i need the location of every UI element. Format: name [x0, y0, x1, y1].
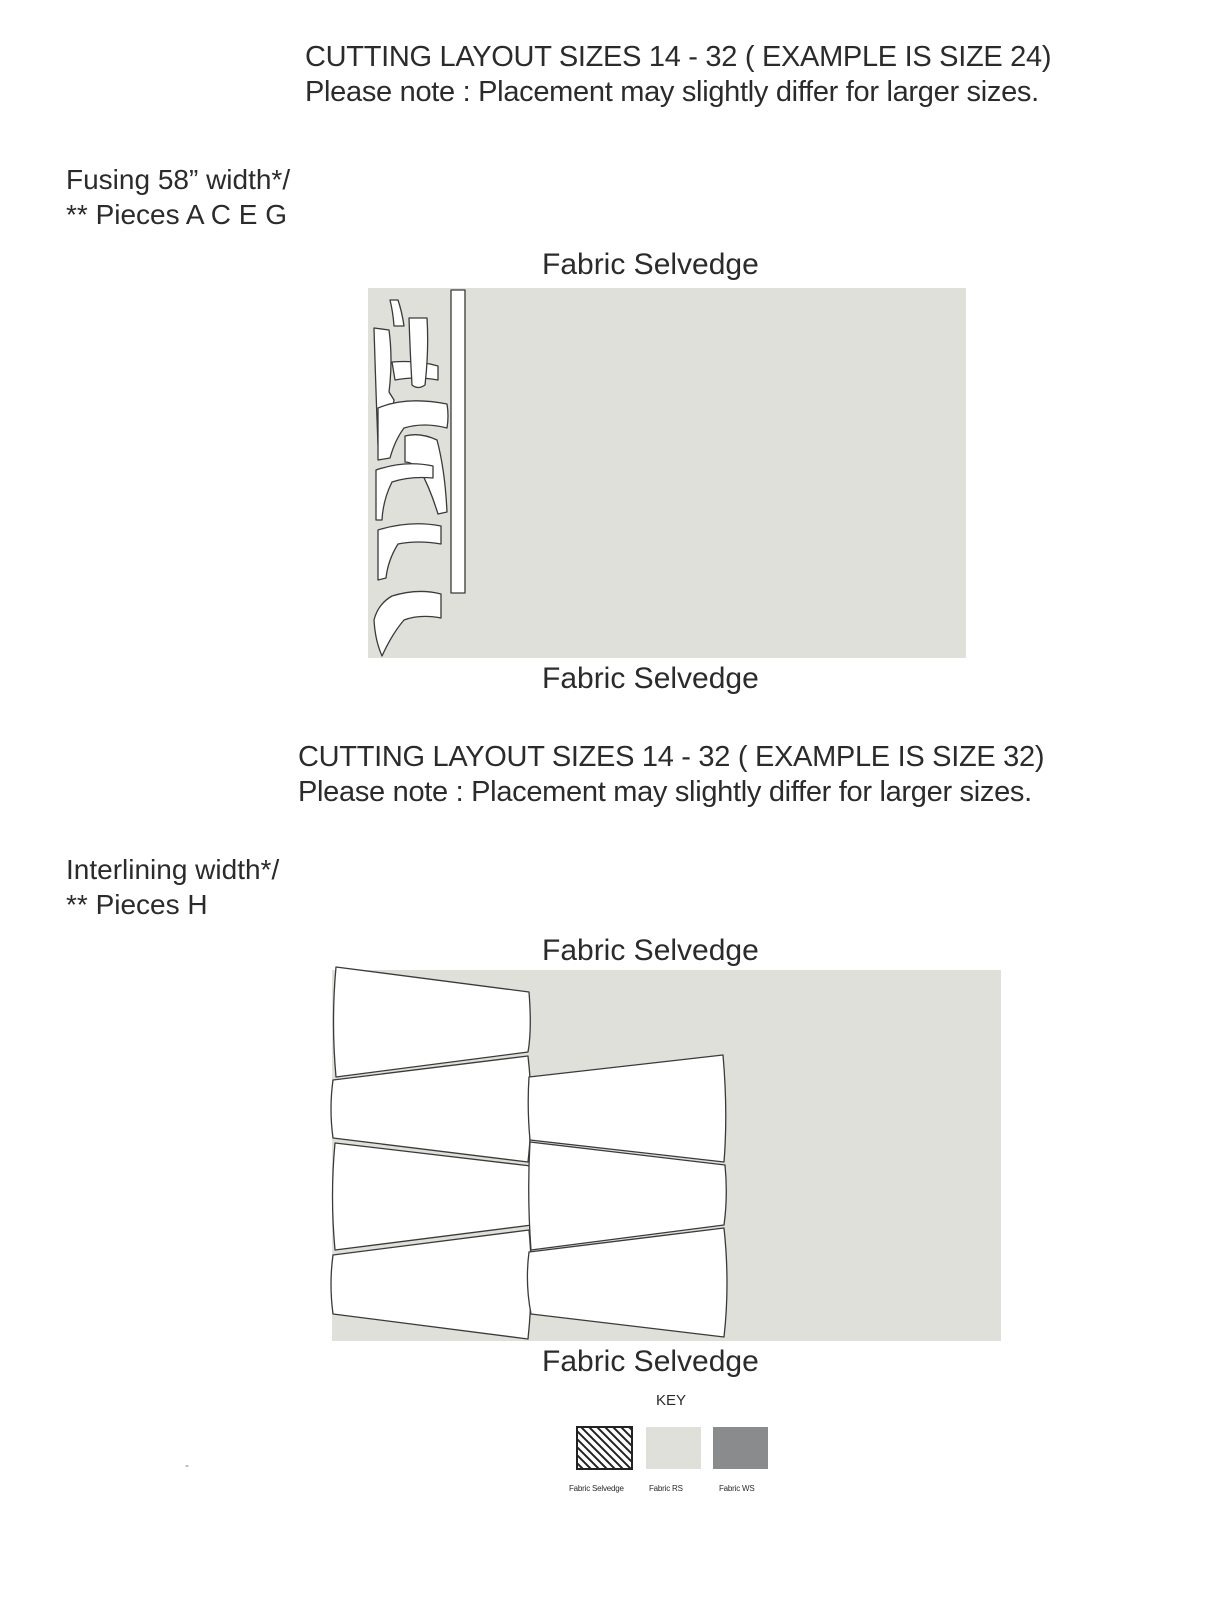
section2-note: Please note : Placement may slightly differ for larger sizes. [298, 776, 1032, 808]
key-swatches [533, 1419, 768, 1471]
section2-selvedge-bottom: Fabric Selvedge [542, 1345, 759, 1378]
section1-selvedge-bottom: Fabric Selvedge [542, 662, 759, 695]
stray-mark: - [185, 1458, 189, 1472]
section1-fabric-label: Fusing 58” width*/ [66, 164, 291, 195]
section1-strip-piece [451, 290, 465, 593]
section2-selvedge-top: Fabric Selvedge [542, 934, 759, 967]
section1-layout-diagram [368, 288, 966, 658]
section2-fabric-label: Interlining width*/ [66, 854, 280, 885]
section1-piece-8 [409, 318, 428, 388]
section2-layout-diagram [331, 967, 1001, 1341]
key-swatch-fabric-ws [713, 1427, 768, 1469]
section2-pieces-label: ** Pieces H [66, 889, 208, 920]
section1-pieces-label: ** Pieces A C E G [66, 199, 287, 230]
section1-note: Please note : Placement may slightly differ for larger sizes. [305, 76, 1039, 108]
section1-title: CUTTING LAYOUT SIZES 14 - 32 ( EXAMPLE IS SIZE 24) [305, 41, 1052, 73]
key-label-selvedge: Fabric Selvedge [569, 1484, 624, 1493]
section1-selvedge-top: Fabric Selvedge [542, 248, 759, 281]
key-label-fabric-ws: Fabric WS [719, 1484, 755, 1493]
key-label-fabric-rs: Fabric RS [649, 1484, 683, 1493]
key-swatch-fabric-rs [646, 1427, 701, 1469]
key-title: KEY [656, 1392, 687, 1409]
section2-title: CUTTING LAYOUT SIZES 14 - 32 ( EXAMPLE IS SIZE 32) [298, 741, 1045, 773]
